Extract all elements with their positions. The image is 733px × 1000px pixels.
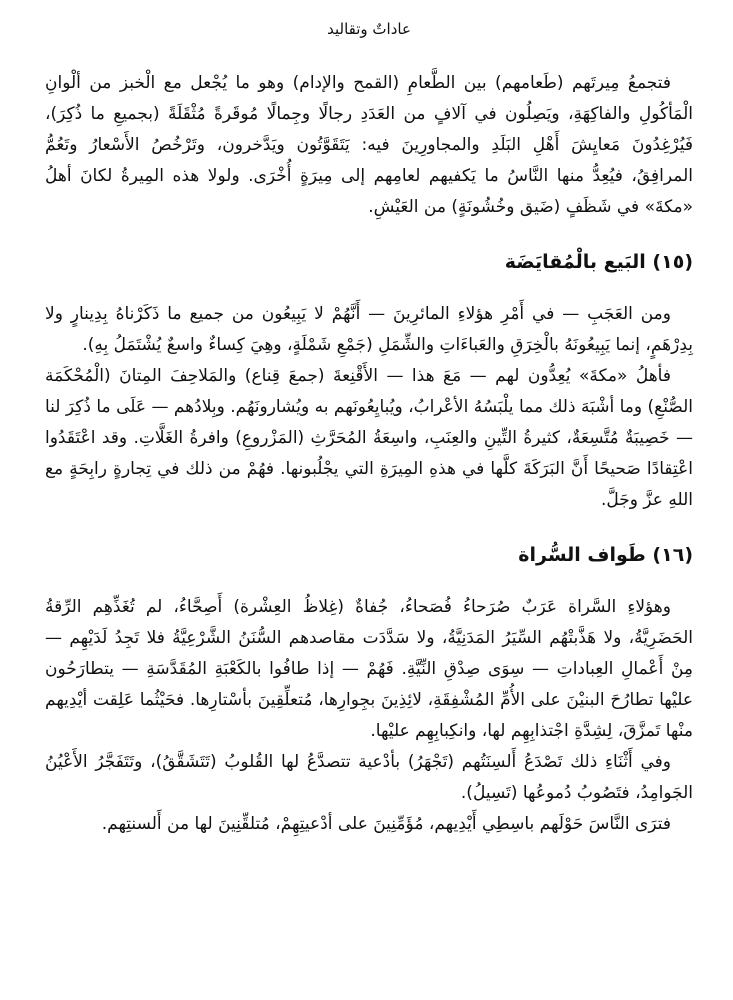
paragraph: فأهلُ «مكةَ» يُعِدُّون لهم — مَعَ هذا — الأَقْنِعةَ (جمعَ قِناع) والمَلاحِفَ المِتانَ (الْمُحْكَمَة الصُّنْعِ) وما أشْبَهَ ذلك مما يلْبَسُهُ الأعْرابُ، ويُبايِعُونَهم به ويُشارونَهُم. وبِلادُهم — عَلَى ما ذُكِرَ لنا — خَصِيبَةٌ مُتَّسِعَةٌ، كثيرةُ التِّينِ والعِنَبِ، واسِعَةُ المُحَرَّثِ (المَزْروعِ) وافرةُ الغَلَّاتِ. وقد اعْتَقَدُوا اعْتِقادًا صَحيحًا أَنَّ البَرَكَةَ كلَّها في هذهِ المِيرَةِ التي يجْلُبونها. فهُمْ من ذلك في تِجارةٍ رابِحَةٍ مع اللهِ عزَّ وجَلَّ. — [45, 366, 693, 510]
section-title-barter: (١٥) البَيع بالْمُقايَضَة — [504, 251, 693, 273]
paragraph: وهؤلاءِ السَّراة عَرَبٌ صُرَحاءُ فُصَحاءُ، جُفاةٌ (غِلاظُ العِشْرة) أَصِحَّاءُ، لم تُغَذِّهِم الرِّقةُ الحَضَرِيَّةُ، ولا هَذَّبتْهُم السِّيَرُ المَدَنِيَّةُ، ولا سَدَّدَت مقاصدهم السُّنَنُ الشَّرْعِيَّةُ فلا تَجِدُ لَدَيْهِم — مِنْ أَعْمالِ العِباداتِ — سِوَى صِدْقِ النِّيَّةِ. فَهُمْ — إذا طافُوا بالكَعْبَةِ المُقَدَّسَةِ — يتطارَحُون عليْها تطارُحَ البنيْنَ على الأُمِّ المُشْفِقَةِ، لائِذِينَ بجِوارِها، مُتعلِّقِينَ بأسْتارِها. فحَيْثُما عَلِقت أيْدِيهم منْها تَمزَّقَ، لِشِدَّةِ اجْتذابِهِم لها، وانكِبابِهِم عليْها. — [45, 597, 693, 741]
paragraph: فترَى النَّاسَ حَوْلَهم باسِطِي أَيْدِيهم، مُؤَمِّنِينَ على أدْعيتِهِمْ، مُتلقِّنِينَ لها من أَلسنتِهم. — [101, 814, 671, 834]
section-title-sarat-tawaf: (١٦) طَواف السُّراة — [518, 544, 693, 566]
paragraph: وفي أَثْنَاءِ ذلك تَصْدَعُ أَلسِنَتُهم (تَجْهَرُ) بأدْعية تتصدَّعُ لها القُلوبُ (تَتَشَقَّقُ)، وتَتَفَجَّرُ الأَعْيُنُ الجَوامِدُ، فتَصُوبُ دُموعُها (تَسِيلُ). — [45, 752, 693, 803]
running-header: عاداتٌ وتقاليد — [327, 20, 411, 38]
paragraph: ومن العَجَبِ — في أَمْرِ هؤلاءِ المائرِينَ — أَنَّهُمْ لا يَبِيعُون من جميع ما ذَكَرْناهُ بِدِينارٍ ولا بِدِرْهَمٍ، إنما يَبِيعُونَهُ بالْخِرَقِ والعَباءَاتِ والشِّمَلِ (جَمْعِ شَمْلَةٍ، وهِيَ كِساءٌ واسعٌ يُشْتَمَلُ بِهِ). — [45, 304, 693, 355]
intro-paragraph: فتجمعُ مِيرتَهم (طَعامهم) بين الطَّعامِ (القمح والإدام) وهو ما يُجْعل مع الْخبز من ألْوانِ الْمَأكُولِ والفاكِهَةِ، ويَصِلُون في آلافٍ من العَدَدِ رجالًا وجِمالًا مُوقَرةً مُثْقَلَةً (بجميعِ ما ذُكِرَ)، فَيُرْغِدُونَ مَعايِشَ أَهْلِ البَلَدِ والمجاورِينَ فيه: يَتَقَوَّتُون ويَدَّخرون، وتَرْخُصُ الأَسْعارُ وتَعُمُّ المرافِقُ، فيُعِدُّ منها النَّاسُ ما يَكفيهم لعامِهم إلى مِيرَةٍ أُخْرَى. ولولا هذه المِيرةُ لكانَ أهلُ «مكةَ» في شَظَفٍ (ضَيق وخُشُونَةٍ) من العَيْشِ. — [45, 73, 693, 217]
